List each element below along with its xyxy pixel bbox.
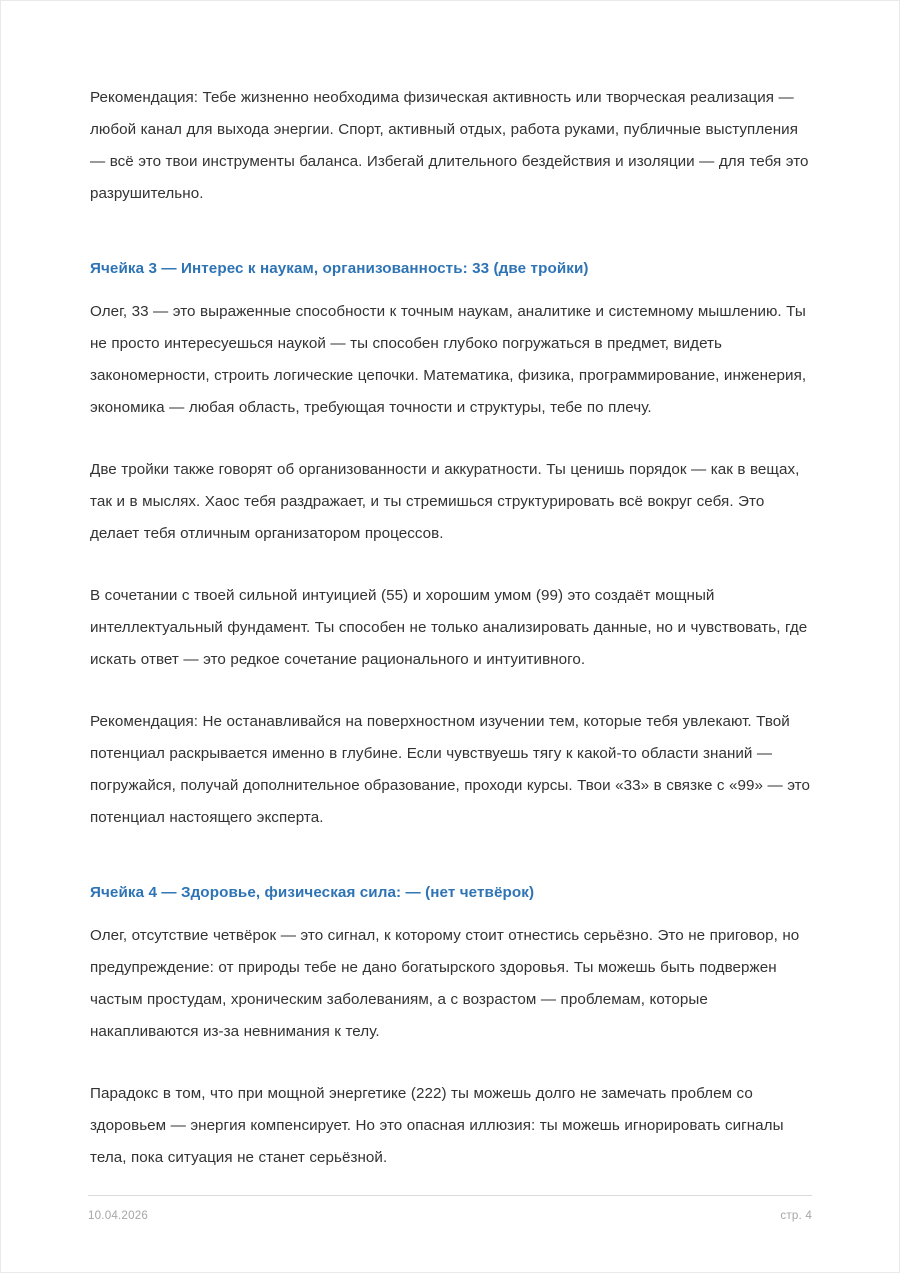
page-footer	[88, 1195, 812, 1235]
section-heading-cell-4: Ячейка 4 — Здоровье, физическая сила: — (нет четвёрок)	[90, 884, 535, 901]
paragraph: Олег, 33 — это выраженные способности к точным наукам, аналитике и системному мышлению. Ты не просто интересуешься наукой — ты способен глубоко погружаться в предмет, видеть закономерности, строить логические цепочки. Математика, физика, программирование, инженерия, экономика — любая область, требующая точности и структуры, тебе по плечу.	[90, 303, 807, 416]
paragraph: Олег, отсутствие четвёрок — это сигнал, к которому стоит отнестись серьёзно. Это не приговор, но предупреждение: от природы тебе не дано богатырского здоровья. Ты можешь быть подвержен частым простудам, хроническим заболеваниям, а с возрастом — проблемам, которые накапливаются из-за невнимания к телу.	[90, 927, 800, 1040]
paragraph: Рекомендация: Не останавливайся на поверхностном изучении тем, которые тебя увлекают. Твой потенциал раскрывается именно в глубине. Если чувствуешь тягу к какой-то области знаний — погружайся, получай дополнительное образование, проходи курсы. Твои «33» в связке с «99» — это потенциал настоящего эксперта.	[90, 713, 811, 826]
section-heading-cell-3: Ячейка 3 — Интерес к наукам, организованность: 33 (две тройки)	[90, 260, 589, 277]
footer-date: 10.04.2026	[88, 1209, 149, 1222]
paragraph: Рекомендация: Тебе жизненно необходима физическая активность или творческая реализация — любой канал для выхода энергии. Спорт, активный отдых, работа руками, публичные выступления — всё это твои инструменты баланса. Избегай длительного бездействия и изоляции — для тебя это разрушительно.	[90, 89, 809, 202]
paragraph: Две тройки также говорят об организованности и аккуратности. Ты ценишь порядок — как в вещах, так и в мыслях. Хаос тебя раздражает, и ты стремишься структурировать всё вокруг себя. Это делает тебя отличным организатором процессов.	[90, 461, 800, 542]
footer-page-number: стр. 4	[780, 1209, 812, 1222]
paragraph: В сочетании с твоей сильной интуицией (55) и хорошим умом (99) это создаёт мощный интеллектуальный фундамент. Ты способен не только анализировать данные, но и чувствовать, где искать ответ — это редкое сочетание рационального и интуитивного.	[90, 587, 808, 668]
footer-divider	[88, 1195, 812, 1196]
paragraph: Парадокс в том, что при мощной энергетике (222) ты можешь долго не замечать проблем со здоровьем — энергия компенсирует. Но это опасная иллюзия: ты можешь игнорировать сигналы тела, пока ситуация не станет серьёзной.	[90, 1085, 784, 1166]
footer-row	[88, 1208, 812, 1224]
document-body	[90, 82, 812, 1174]
